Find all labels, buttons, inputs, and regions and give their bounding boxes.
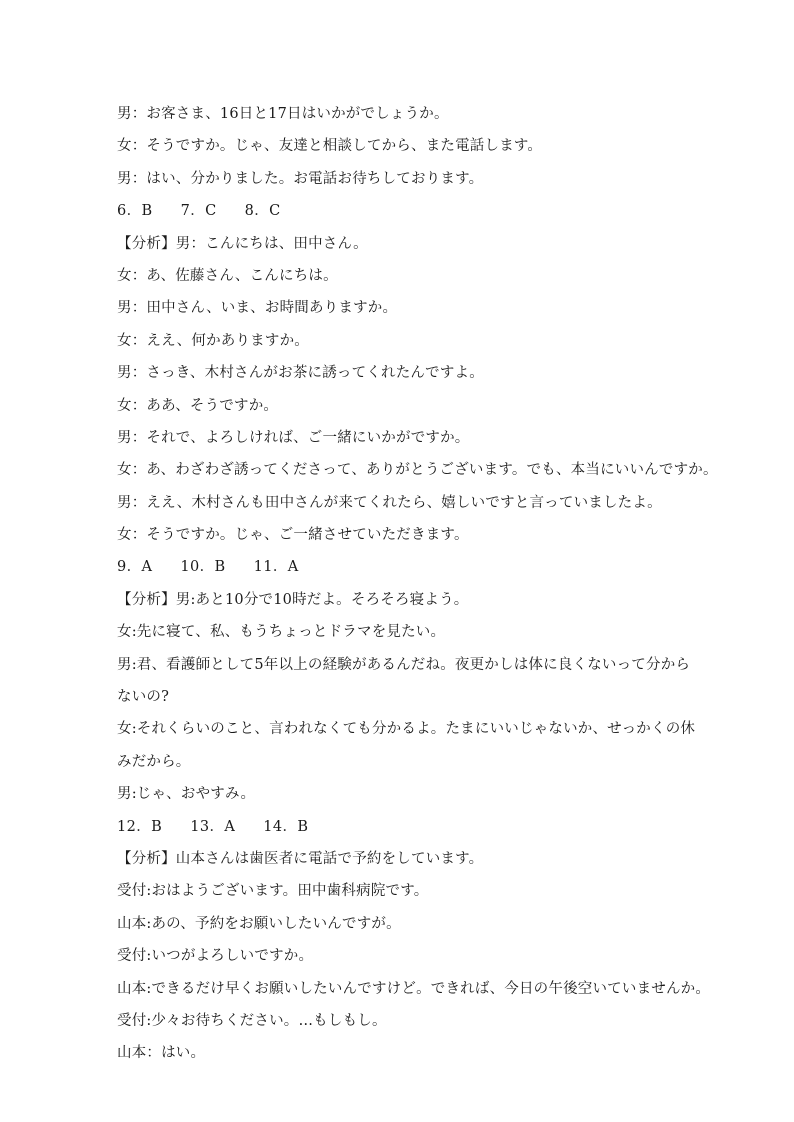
text-line: 女：ああ、そうですか。	[117, 397, 279, 414]
text-line: 男:じゃ、おやすみ。	[117, 786, 256, 803]
dialogue-text	[117, 103, 717, 1075]
answer: 9．A	[117, 559, 153, 576]
analysis-line: 【分析】男:あと10分で10時だよ。そろそろ寝よう。	[117, 591, 469, 608]
answer: 7．C	[180, 203, 217, 220]
text-line: 女:それくらいのこと、言われなくても分かるよ。たまにいいじゃないか、せっかくの休	[117, 721, 696, 738]
answer: 11．A	[253, 559, 299, 576]
text-line: 男：田中さん、いま、お時間ありますか。	[117, 300, 398, 317]
text-line: 女：そうですか。じゃ、友達と相談してから、また電話します。	[117, 138, 543, 155]
text-line: 男：お客さま、16日と17日はいかがでしょうか。	[117, 106, 449, 122]
text-line: 山本:できるだけ早くお願いしたいんですけど。できれば、今日の午後空いていませんか。	[117, 980, 711, 997]
text-line: 女：ええ、何かありますか。	[117, 332, 309, 349]
answer: 8．C	[244, 203, 281, 220]
text-line: ないの?	[117, 689, 170, 706]
answer: 10．B	[180, 559, 226, 576]
text-line: 山本：はい。	[117, 1045, 206, 1062]
text-line: 女:先に寝て、私、もうちょっとドラマを見たい。	[117, 624, 446, 641]
text-line: 男：はい、分かりました。お電話お待ちしております。	[117, 170, 484, 187]
answer: 6．B	[117, 203, 153, 220]
text-line: みだから。	[117, 753, 191, 770]
analysis-line: 【分析】男：こんにちは、田中さん。	[117, 235, 368, 252]
analysis-line: 【分析】山本さんは歯医者に電話で予約をしています。	[117, 850, 484, 867]
text-line: 男：それで、よろしければ、ご一緒にいかがですか。	[117, 429, 470, 446]
text-line: 男:君、看護師として5年以上の経験があるんだね。夜更かしは体に良くないって分から	[117, 656, 691, 673]
text-line: 受付:いつがよろしいですか。	[117, 948, 314, 965]
text-line: 山本:あの、予約をお願いしたいんですが。	[117, 915, 401, 932]
answer-line	[117, 816, 717, 848]
text-line: 女：あ、わざわざ誘ってくださって、ありがとうございます。でも、本当にいいんですか。	[117, 462, 718, 479]
answer: 13．A	[190, 818, 236, 835]
text-line: 男：ええ、木村さんも田中さんが来てくれたら、嬉しいですと言っていましたよ。	[117, 494, 662, 511]
text-line: 受付:少々お待ちください。…もしもし。	[117, 1012, 387, 1029]
answer: 14．B	[263, 818, 309, 835]
answer-line	[117, 556, 717, 588]
text-line: 女：あ、佐藤さん、こんにちは。	[117, 267, 338, 284]
text-line: 男：さっき、木村さんがお茶に誘ってくれたんですよ。	[117, 365, 484, 382]
answer-line	[117, 200, 717, 232]
text-line: 受付:おはようございます。田中歯科病院です。	[117, 883, 429, 900]
answer: 12．B	[117, 818, 163, 835]
text-line: 女：そうですか。じゃ、ご一緒させていただきます。	[117, 527, 469, 544]
